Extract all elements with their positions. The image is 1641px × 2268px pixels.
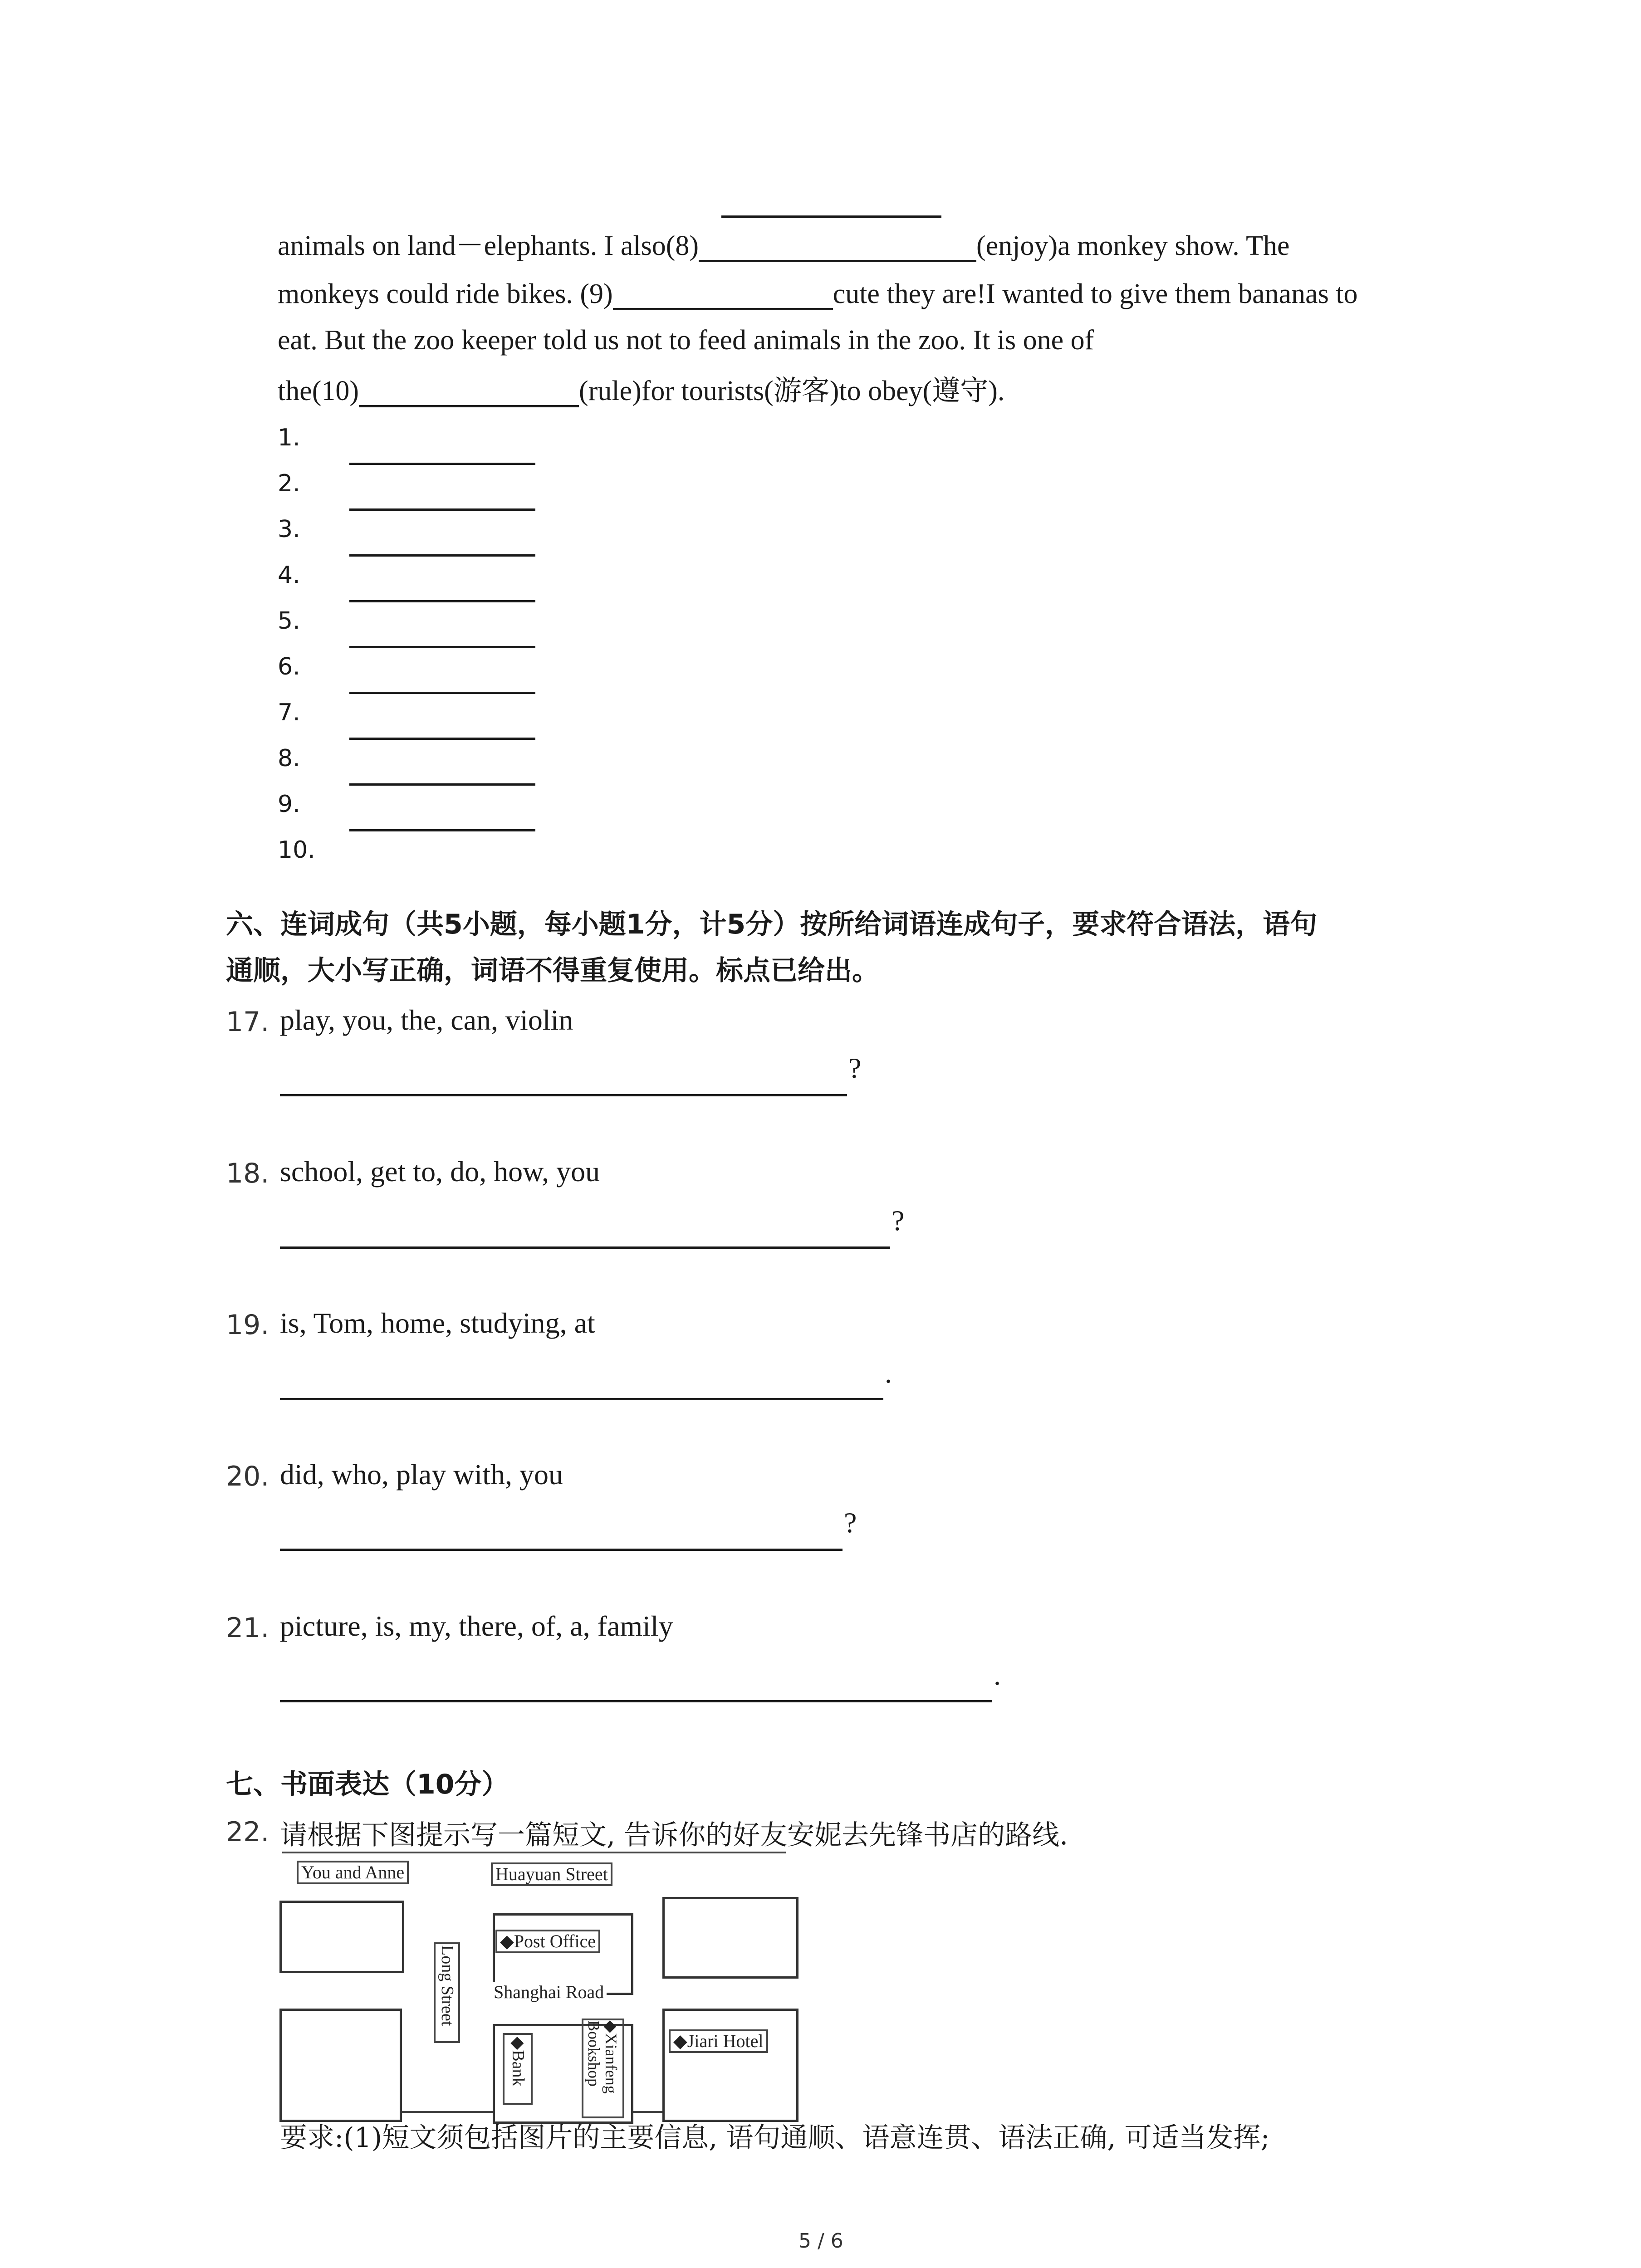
question-words: is, Tom, home, studying, at <box>280 1307 595 1339</box>
question-punct: . <box>885 1357 892 1389</box>
answer-line-21[interactable] <box>280 1700 992 1702</box>
section-6-title-line-1: 六、连词成句（共5小题，每小题1分，计5分）按所给词语连成句子，要求符合语法，语句 <box>226 909 1318 940</box>
answer-number: 6. <box>278 653 300 680</box>
answer-line-20[interactable] <box>280 1549 843 1551</box>
blank-10[interactable] <box>359 381 579 407</box>
map-label-jiari-hotel: ◆Jiari Hotel <box>669 2029 768 2053</box>
answer-line[interactable] <box>349 646 535 648</box>
answer-number: 7. <box>278 699 300 726</box>
answer-line-17[interactable] <box>280 1094 847 1096</box>
passage-line-3 <box>278 324 1094 357</box>
passage-text: the(10) <box>278 376 359 406</box>
passage-text: (rule)for tourists(游客)to obey(遵守). <box>579 376 1005 406</box>
answer-line[interactable] <box>349 463 535 465</box>
map-label-post-office: ◆Post Office <box>495 1930 600 1953</box>
passage-line-2 <box>278 278 1358 310</box>
passage-line-1 <box>278 230 1290 262</box>
passage-text: cute they are!I wanted to give them bananas to <box>833 279 1358 309</box>
question-words: picture, is, my, there, of, a, family <box>280 1610 673 1642</box>
blank-line-top <box>721 215 941 218</box>
answer-line[interactable] <box>349 554 535 557</box>
answer-number: 1. <box>278 424 300 451</box>
answer-number: 8. <box>278 745 300 772</box>
question-number: 19. <box>226 1309 269 1341</box>
question-number: 20. <box>226 1461 269 1492</box>
page-number: 5 / 6 <box>798 2229 843 2253</box>
answer-line[interactable] <box>349 692 535 694</box>
answer-number: 3. <box>278 516 300 543</box>
map-label-xianfeng-bookshop: ◆Xianfeng Bookshop <box>585 2020 620 2094</box>
map-border <box>282 1852 786 1853</box>
question-number: 18. <box>226 1158 269 1189</box>
answer-number: 2. <box>278 470 300 497</box>
question-punct: . <box>994 1659 1001 1691</box>
route-map <box>282 1852 786 2115</box>
answer-line[interactable] <box>349 600 535 602</box>
answer-number: 4. <box>278 562 300 589</box>
passage-text: (enjoy)a monkey show. The <box>976 230 1290 261</box>
map-label-shanghai-road: Shanghai Road <box>491 1982 607 2002</box>
map-block <box>662 2009 798 2122</box>
map-block <box>662 1897 798 1979</box>
question-words: play, you, the, can, violin <box>280 1004 573 1036</box>
map-label-long-street: Long Street <box>438 1945 457 2026</box>
map-block <box>279 2009 402 2122</box>
passage-text: eat. But the zoo keeper told us not to feed animals in the zoo. It is one of <box>278 325 1094 356</box>
blank-9[interactable] <box>613 284 833 310</box>
answer-number: 5. <box>278 607 300 635</box>
answer-line[interactable] <box>349 783 535 786</box>
answer-number: 9. <box>278 791 300 818</box>
map-label-you-and-anne: You and Anne <box>297 1861 409 1884</box>
blank-8[interactable] <box>699 236 976 262</box>
question-punct: ? <box>892 1204 905 1237</box>
answer-line[interactable] <box>349 738 535 740</box>
writing-requirement: 要求:(1)短文须包括图片的主要信息, 语句通顺、语意连贯、语法正确, 可适当发挥; <box>280 2122 1270 2154</box>
answer-line-19[interactable] <box>280 1398 883 1400</box>
map-block <box>279 1901 404 1973</box>
map-label-bank: ◆Bank <box>509 2037 528 2087</box>
question-words: school, get to, do, how, you <box>280 1155 600 1188</box>
passage-text: monkeys could ride bikes. (9) <box>278 279 613 309</box>
answer-line[interactable] <box>349 508 535 511</box>
section-6-title-line-2: 通顺，大小写正确，词语不得重复使用。标点已给出。 <box>226 955 879 987</box>
answer-line-18[interactable] <box>280 1246 890 1249</box>
question-words: did, who, play with, you <box>280 1458 563 1491</box>
question-number: 17. <box>226 1006 269 1038</box>
map-label-huayuan-street: Huayuan Street <box>491 1862 612 1886</box>
section-7-title: 七、书面表达（10分） <box>226 1769 509 1800</box>
writing-prompt: 请根据下图提示写一篇短文, 告诉你的好友安妮去先锋书店的路线. <box>280 1819 1068 1851</box>
answer-number: 10. <box>278 836 315 864</box>
passage-text: animals on land－elephants. I also(8) <box>278 230 699 261</box>
passage-line-4 <box>278 375 1004 407</box>
question-number: 21. <box>226 1612 269 1644</box>
question-number: 22. <box>226 1816 269 1848</box>
question-punct: ? <box>844 1506 857 1539</box>
question-punct: ? <box>848 1052 862 1084</box>
answer-line[interactable] <box>349 829 535 831</box>
